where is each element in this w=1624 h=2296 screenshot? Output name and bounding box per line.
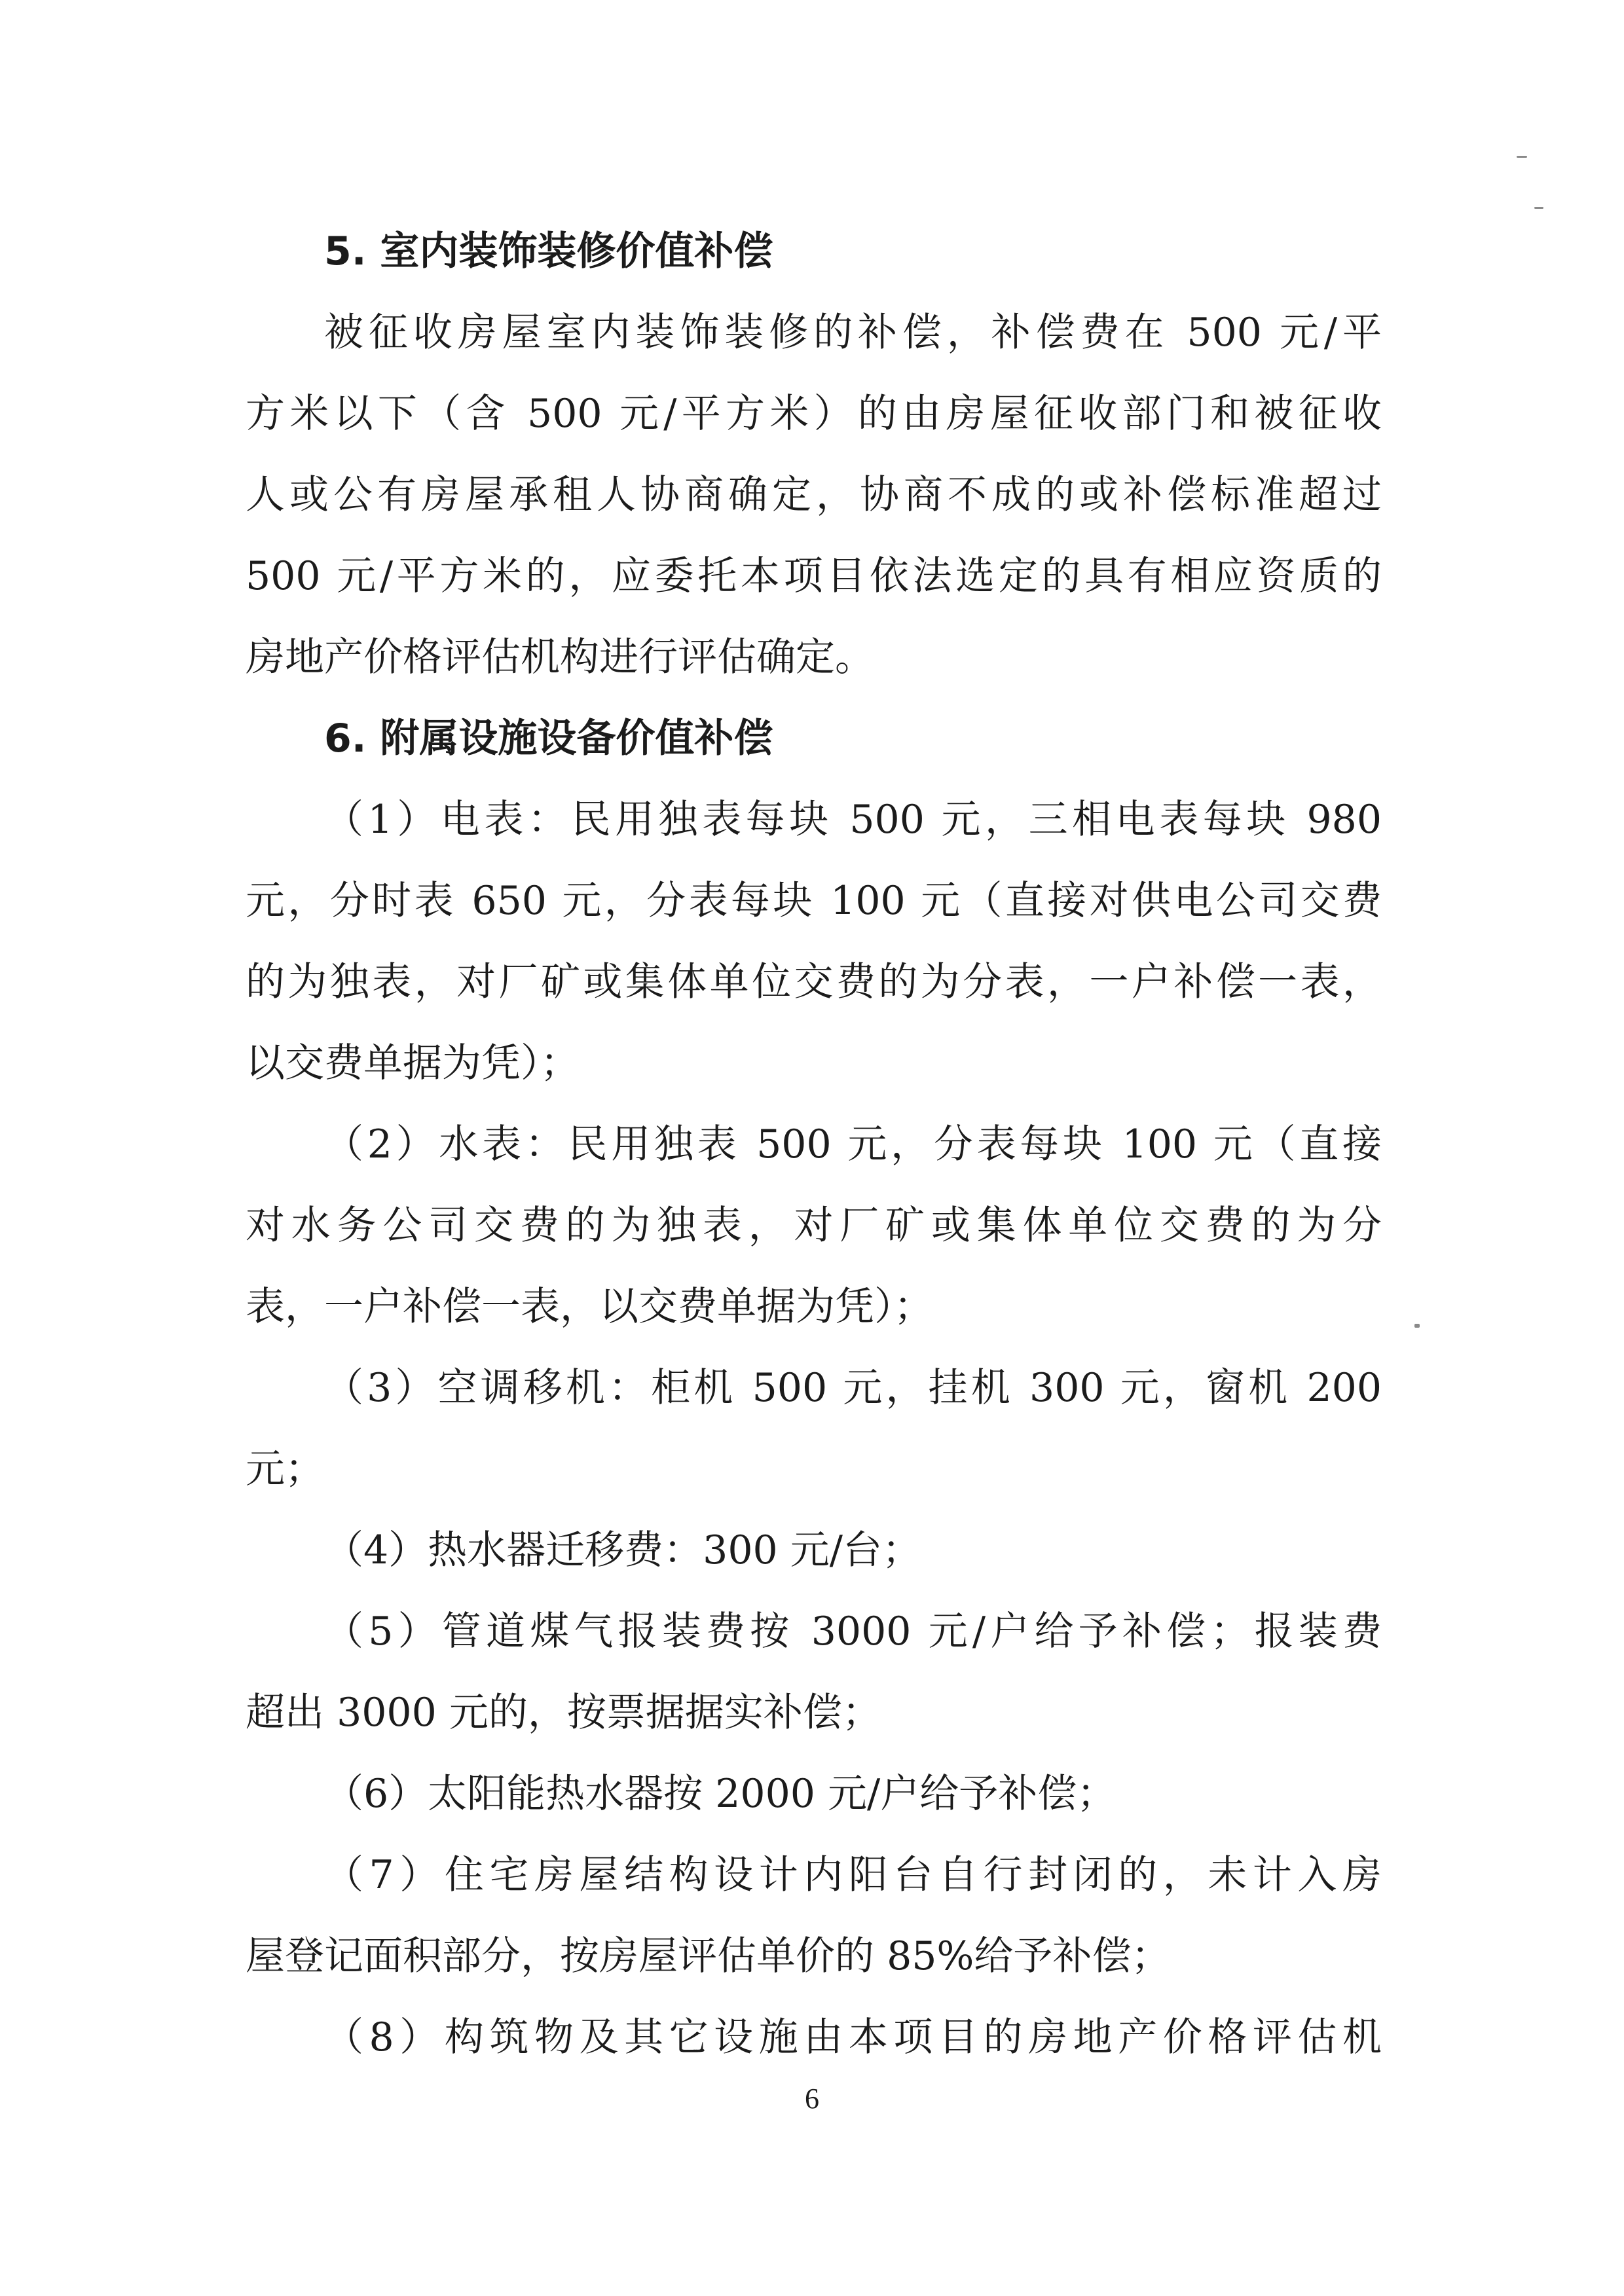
paragraph-line: 元； xyxy=(246,1446,324,1492)
scan-mark xyxy=(1414,1324,1420,1328)
section-heading: 5. 室内装饰装修价值补偿 xyxy=(324,228,773,274)
paragraph-line: 屋登记面积部分，按房屋评估单价的 85%给予补偿； xyxy=(246,1933,1171,1979)
paragraph-line: （6）太阳能热水器按 2000 元/户给予补偿； xyxy=(324,1771,1116,1817)
scan-mark xyxy=(1534,207,1543,209)
paragraph-line: 的为独表，对厂矿或集体单位交费的为分表，一户补偿一表， xyxy=(246,959,1382,1005)
paragraph-line: （5）管道煤气报装费按 3000 元/户给予补偿；报装费 xyxy=(324,1609,1382,1654)
section-heading: 6. 附属设施设备价值补偿 xyxy=(324,716,773,761)
paragraph-line: 被征收房屋室内装饰装修的补偿，补偿费在 500 元/平 xyxy=(324,310,1382,355)
paragraph-line: 人或公有房屋承租人协商确定，协商不成的或补偿标准超过 xyxy=(246,472,1382,518)
paragraph-line: 房地产价格评估机构进行评估确定。 xyxy=(246,634,874,680)
paragraph-line: （3）空调移机：柜机 500 元，挂机 300 元，窗机 200 xyxy=(324,1365,1382,1411)
paragraph-line: （7）住宅房屋结构设计内阳台自行封闭的，未计入房 xyxy=(324,1852,1382,1898)
paragraph-line: 对水务公司交费的为独表，对厂矿或集体单位交费的为分 xyxy=(246,1203,1382,1248)
paragraph-line: 500 元/平方米的，应委托本项目依法选定的具有相应资质的 xyxy=(246,553,1382,599)
paragraph-line: 超出 3000 元的，按票据据实补偿； xyxy=(246,1690,881,1736)
paragraph-line: 元，分时表 650 元，分表每块 100 元（直接对供电公司交费 xyxy=(246,878,1382,924)
paragraph-line: 方米以下（含 500 元/平方米）的由房屋征收部门和被征收 xyxy=(246,391,1382,437)
paragraph-line: （2）水表：民用独表 500 元，分表每块 100 元（直接 xyxy=(324,1121,1382,1167)
paragraph-line: （8）构筑物及其它设施由本项目的房地产价格评估机 xyxy=(324,2014,1382,2060)
paragraph-line: 表，一户补偿一表，以交费单据为凭）； xyxy=(246,1284,933,1330)
paragraph-line: （4）热水器迁移费：300 元/台； xyxy=(324,1527,921,1573)
page-number: 6 xyxy=(805,2083,819,2115)
paragraph-line: （1）电表：民用独表每块 500 元，三相电表每块 980 xyxy=(324,797,1382,843)
document-body xyxy=(246,211,1382,2078)
paragraph-line: 以交费单据为凭）； xyxy=(246,1040,580,1086)
scan-mark xyxy=(1517,156,1527,158)
